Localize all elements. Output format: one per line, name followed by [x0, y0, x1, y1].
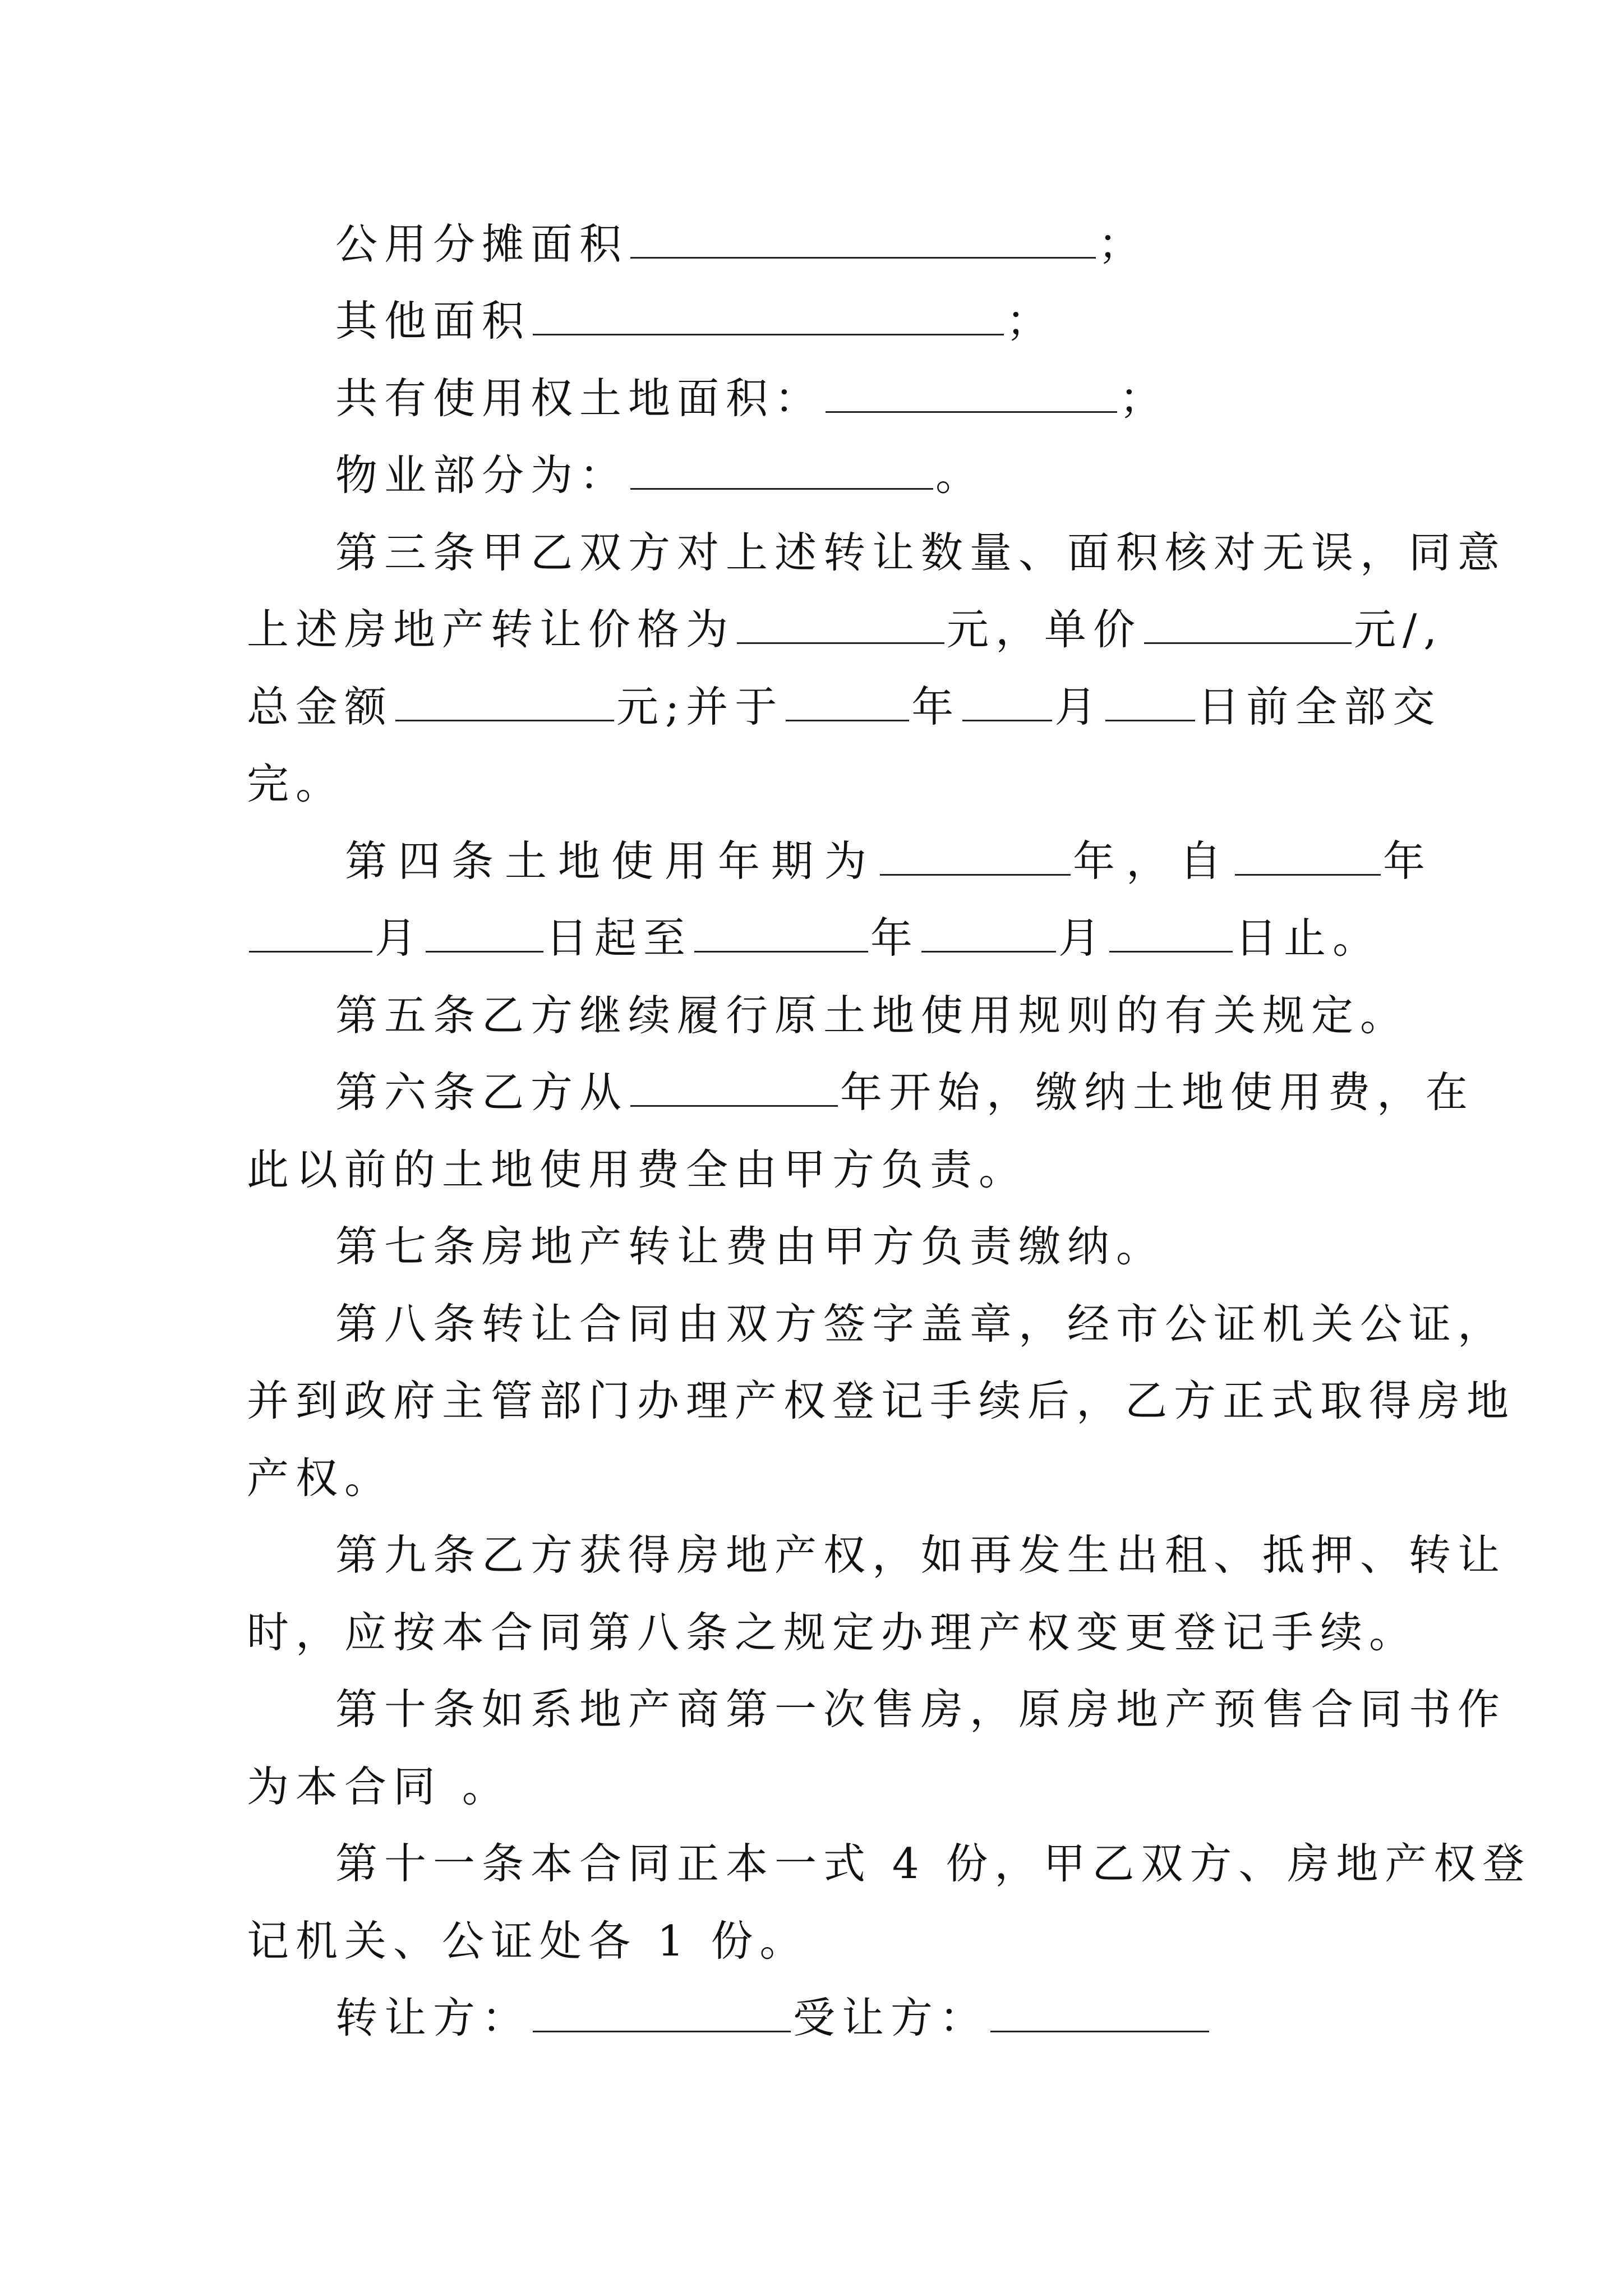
- blank-start-year[interactable]: [1235, 836, 1381, 876]
- text: 年: [1383, 836, 1437, 886]
- blank-transfer-price[interactable]: [737, 604, 944, 644]
- blank-total-amount[interactable]: [395, 682, 614, 721]
- text: 产权。: [247, 1453, 394, 1503]
- blank-transferee[interactable]: [990, 1993, 1209, 2032]
- article-9-line-1: [335, 1527, 1506, 1583]
- blank-public-share-area[interactable]: [630, 219, 1096, 259]
- blank-start-month[interactable]: [249, 913, 372, 953]
- article-5: [335, 987, 1409, 1043]
- punct: ；: [1006, 296, 1055, 346]
- article-10-line-2: [247, 1759, 511, 1815]
- text: 总金额: [247, 682, 394, 731]
- article-4-line-1: [345, 833, 1436, 889]
- text: 日止。: [1235, 913, 1382, 963]
- text: 为本合同 。: [247, 1762, 511, 1811]
- text: 完。: [247, 759, 345, 808]
- blank-pay-day[interactable]: [1105, 682, 1195, 721]
- text: 元/,: [1354, 605, 1444, 654]
- blank-other-area[interactable]: [533, 296, 1004, 335]
- article-3-line-1: [335, 524, 1506, 581]
- text: 日起至: [546, 913, 693, 963]
- text: 月: [375, 913, 424, 963]
- article-8-line-1: [335, 1296, 1506, 1352]
- text: 年，自: [1073, 836, 1233, 886]
- label-other-area: 其他面积: [335, 296, 531, 346]
- line-property-part: [335, 447, 984, 503]
- text: 第三条甲乙双方对上述转让数量、面积核对无误，同意: [335, 528, 1507, 577]
- article-11-line-2: [247, 1913, 808, 1969]
- text: 元，单价: [947, 605, 1142, 654]
- text: 记机关、公证处各 1 份。: [247, 1916, 809, 1966]
- punct: 。: [935, 450, 985, 500]
- text: 年开始，缴纳土地使用费，在: [840, 1068, 1475, 1117]
- text: 日前全部交: [1197, 682, 1442, 731]
- punct: ；: [1098, 219, 1147, 269]
- text: 月: [1058, 913, 1108, 963]
- punct: ；: [1119, 374, 1169, 423]
- line-other-area: [335, 293, 1055, 349]
- article-8-line-3: [247, 1450, 393, 1506]
- article-3-line-3: [247, 679, 1441, 735]
- line-public-share-area: [335, 216, 1147, 272]
- text: 第八条转让合同由双方签字盖章，经市公证机关公证，: [335, 1299, 1507, 1349]
- text: 第九条乙方获得房地产权，如再发生出租、抵押、转让: [335, 1530, 1507, 1580]
- blank-fee-start-year[interactable]: [630, 1067, 838, 1107]
- article-4-line-2: [247, 910, 1381, 966]
- blank-pay-month[interactable]: [962, 682, 1052, 721]
- blank-transferor[interactable]: [533, 1993, 791, 2032]
- text: 第七条房地产转让费由甲方负责缴纳。: [335, 1222, 1165, 1271]
- text: 月: [1054, 682, 1104, 731]
- article-7: [335, 1218, 1165, 1274]
- label-transferee: 受让方：: [793, 1993, 989, 2042]
- article-9-line-2: [247, 1604, 1418, 1660]
- article-6-line-1: [335, 1064, 1474, 1120]
- article-6-line-2: [247, 1142, 1027, 1198]
- label-transferor: 转让方：: [335, 1993, 531, 2042]
- text: 第六条乙方从: [335, 1068, 629, 1117]
- blank-end-year[interactable]: [694, 913, 868, 953]
- article-3-line-4: [247, 756, 344, 812]
- text: 第五条乙方继续履行原土地使用规则的有关规定。: [335, 991, 1409, 1040]
- blank-end-month[interactable]: [921, 913, 1056, 953]
- text: 上述房地产转让价格为: [247, 605, 735, 654]
- text: 元;并于: [616, 682, 784, 731]
- blank-unit-price[interactable]: [1144, 604, 1352, 644]
- text: 年: [911, 682, 961, 731]
- signature-line: [335, 1990, 1211, 2046]
- label-public-share-area: 公用分摊面积: [335, 219, 629, 269]
- blank-property-part[interactable]: [630, 450, 933, 490]
- blank-pay-year[interactable]: [786, 682, 909, 721]
- text: 年: [870, 913, 920, 963]
- text: 时，应按本合同第八条之规定办理产权变更登记手续。: [247, 1608, 1418, 1657]
- text: 并到政府主管部门办理产权登记手续后，乙方正式取得房地: [247, 1376, 1516, 1425]
- text: 第十一条本合同正本一式 4 份，甲乙双方、房地产权登: [335, 1839, 1532, 1888]
- text: 第四条土地使用年期为: [345, 836, 878, 886]
- line-shared-land-area: [335, 370, 1168, 426]
- article-10-line-1: [335, 1681, 1506, 1737]
- label-property-part: 物业部分为：: [335, 450, 629, 500]
- blank-end-day[interactable]: [1109, 913, 1233, 953]
- blank-shared-land-area[interactable]: [826, 373, 1117, 413]
- blank-land-term[interactable]: [880, 836, 1071, 876]
- blank-start-day[interactable]: [426, 913, 543, 953]
- article-3-line-2: [247, 601, 1444, 657]
- label-shared-land-area: 共有使用权土地面积：: [335, 374, 824, 423]
- text: 第十条如系地产商第一次售房，原房地产预售合同书作: [335, 1685, 1507, 1734]
- article-11-line-1: [335, 1835, 1531, 1892]
- article-8-line-2: [247, 1373, 1515, 1429]
- text: 此以前的土地使用费全由甲方负责。: [247, 1145, 1028, 1194]
